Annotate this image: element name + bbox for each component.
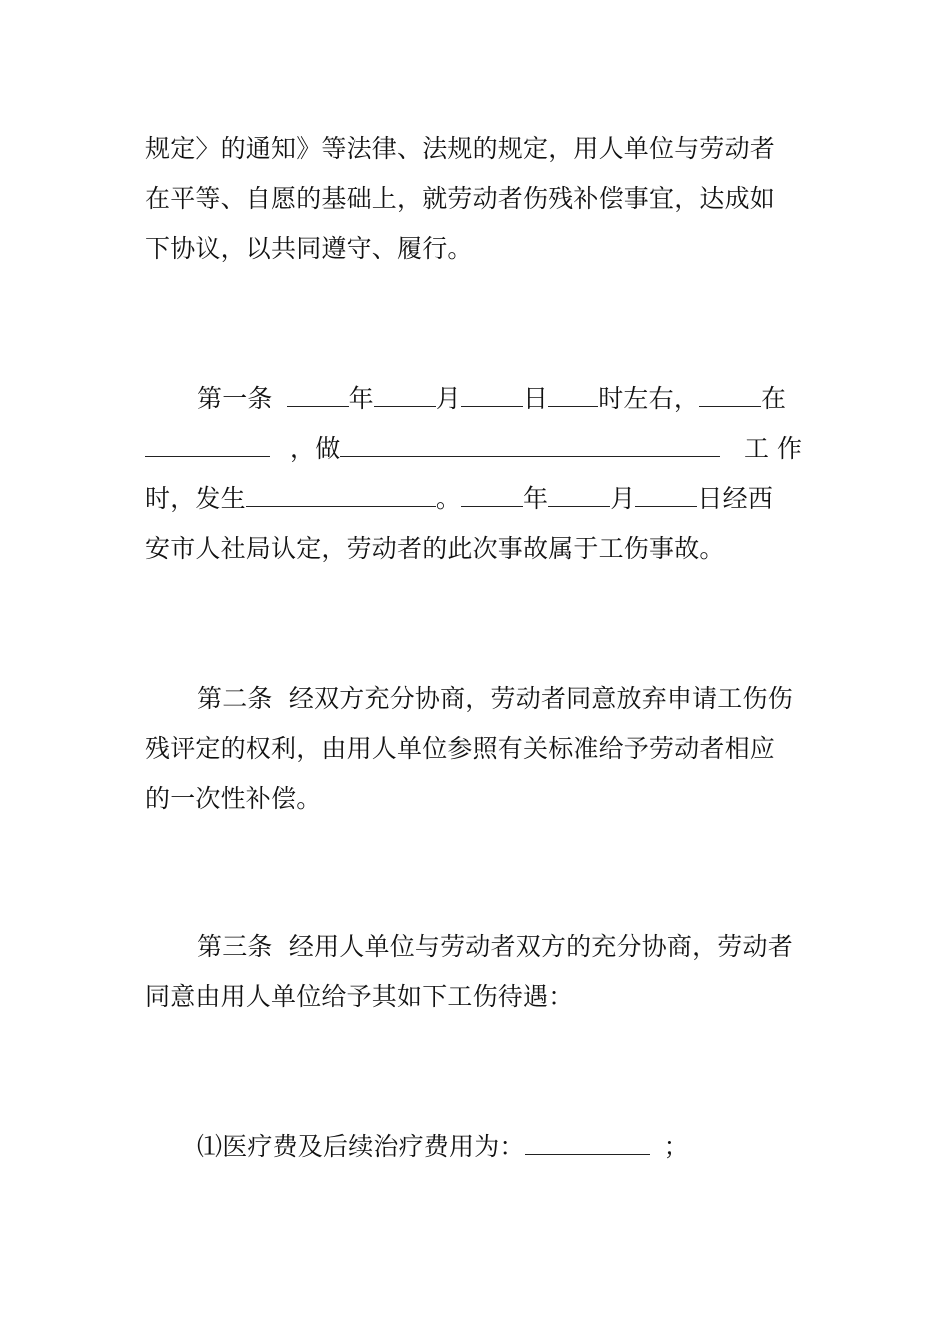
article1-day: 日 — [523, 384, 549, 413]
article3-text-2: 同意由用人单位给予其如下工伤待遇： — [145, 982, 574, 1011]
article1-line-3 — [145, 483, 810, 515]
item1-line — [197, 1131, 810, 1163]
intro-text-1: 规定〉的通知》等法律、法规的规定，用人单位与劳动者 — [145, 134, 776, 163]
blank-year[interactable] — [287, 384, 349, 407]
blank-day-2[interactable] — [635, 484, 697, 507]
article2-text-3: 的一次性补偿。 — [145, 784, 322, 813]
article2-line-1 — [197, 683, 810, 715]
article1-month: 月 — [435, 384, 462, 413]
intro-text-3: 下协议，以共同遵守、履行。 — [145, 234, 473, 263]
article1-when-occur: 时，发生 — [145, 484, 246, 513]
article1-line-2 — [145, 433, 810, 465]
article1-label: 第一条 — [197, 384, 273, 413]
item1-end: ； — [663, 1132, 689, 1161]
article1-line-1 — [197, 383, 810, 415]
article2-text-2: 残评定的权利，由用人单位参照有关标准给予劳动者相应 — [145, 734, 776, 763]
item1-label: ⑴医疗费及后续治疗费用为： — [197, 1132, 525, 1161]
article1-comma-do: ，做 — [290, 434, 341, 463]
blank-month[interactable] — [374, 384, 436, 407]
blank-month-2[interactable] — [548, 484, 610, 507]
article1-at: 在 — [761, 384, 787, 413]
article1-work: 工作 — [743, 434, 810, 463]
blank-day[interactable] — [461, 384, 523, 407]
article1-day-confirm: 日经西 — [697, 484, 774, 513]
article1-year: 年 — [348, 384, 374, 413]
blank-work[interactable] — [340, 434, 720, 457]
article1-month-2: 月 — [610, 484, 636, 513]
article2-line-2 — [145, 733, 810, 765]
article3-line-2 — [145, 981, 810, 1013]
article1-year-2: 年 — [523, 484, 549, 513]
article1-line-4 — [145, 533, 810, 565]
article2-line-3 — [145, 783, 810, 815]
blank-location[interactable] — [145, 434, 270, 457]
article2-text-1: 第二条 经双方充分协商，劳动者同意放弃申请工伤伤 — [197, 684, 793, 713]
intro-line-3 — [145, 233, 810, 265]
intro-line-2 — [145, 183, 810, 215]
blank-hour[interactable] — [548, 384, 598, 407]
article1-hour-about: 时左右， — [598, 384, 700, 413]
article3-text-1: 第三条 经用人单位与劳动者双方的充分协商，劳动者 — [197, 932, 793, 961]
intro-line-1 — [145, 133, 810, 165]
blank-year-2[interactable] — [461, 484, 523, 507]
blank-medical-fee[interactable] — [525, 1132, 650, 1155]
intro-text-2: 在平等、自愿的基础上，就劳动者伤残补偿事宜，达成如 — [145, 184, 776, 213]
article1-period: 。 — [435, 484, 462, 513]
blank-incident[interactable] — [246, 484, 436, 507]
article3-line-1 — [197, 931, 810, 963]
blank-person[interactable] — [699, 384, 761, 407]
article1-text-4: 安市人社局认定，劳动者的此次事故属于工伤事故。 — [145, 534, 725, 563]
